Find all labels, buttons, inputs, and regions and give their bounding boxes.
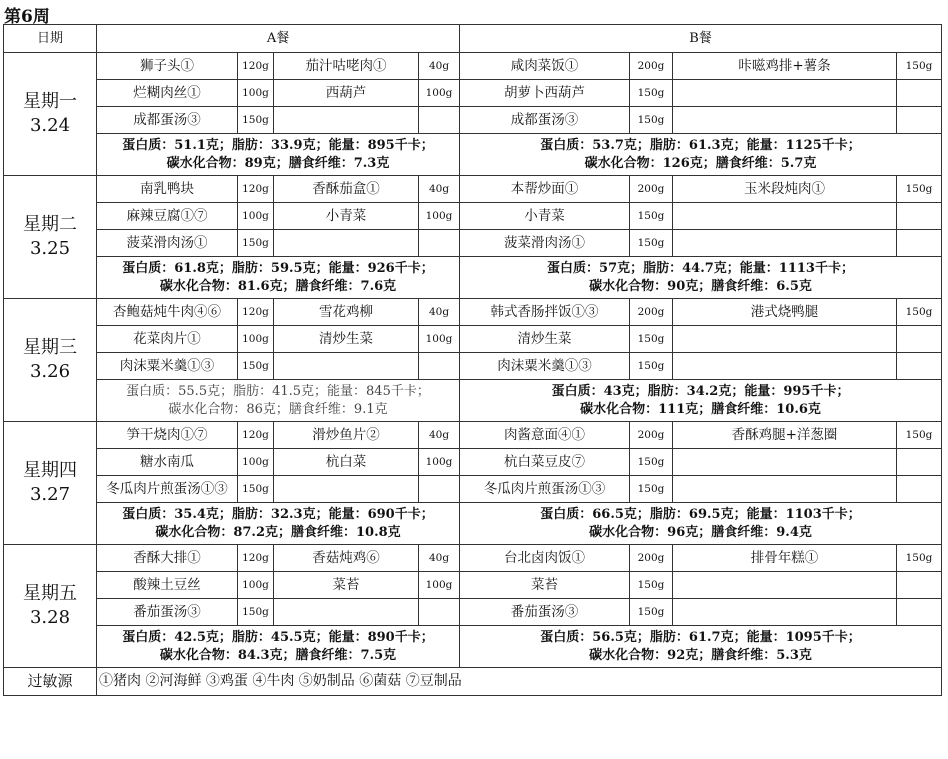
b-dish-main: 菜苔 [460,572,630,599]
nutrition-row [4,257,942,299]
weekday-label: 星期三 [23,337,77,358]
b-dish-side: 香酥鸡腿+洋葱圈 [673,422,897,449]
a-dish-weight: 120g [238,299,274,326]
plan-a-header: A餐 [97,25,460,53]
b-dish-main: 成都蛋汤③ [460,107,630,134]
b-dish-side-weight [897,476,942,503]
a-dish-main: 成都蛋汤③ [97,107,238,134]
a-dish-side: 香菇炖鸡⑥ [274,545,419,572]
dish-row [4,107,942,134]
a-nutrition [97,134,460,176]
a-dish-side: 菜苔 [274,572,419,599]
b-dish-main: 清炒生菜 [460,326,630,353]
a-dish-side: 滑炒鱼片② [274,422,419,449]
a-dish-weight: 120g [238,422,274,449]
b-dish-main: 本帮炒面① [460,176,630,203]
week-title: 第6周 [4,7,50,27]
b-nutrition-line2: 碳水化合物：126克；膳食纤维：5.7克 [584,155,817,171]
b-dish-weight: 150g [630,203,673,230]
a-dish-side-weight: 40g [419,53,460,80]
day-cell [4,176,97,299]
a-dish-main: 杏鲍菇炖牛肉④⑥ [97,299,238,326]
a-dish-weight: 100g [238,449,274,476]
day-cell [4,545,97,668]
b-dish-weight: 150g [630,326,673,353]
a-dish-side-weight [419,476,460,503]
a-nutrition-line1: 蛋白质：55.5克；脂肪：41.5克；能量：845千卡； [126,383,430,399]
b-dish-side-weight [897,599,942,626]
b-dish-side-weight [897,80,942,107]
a-dish-main: 南乳鸭块 [97,176,238,203]
a-dish-main: 烂糊肉丝① [97,80,238,107]
dish-row [4,53,942,80]
date-label: 3.25 [29,238,71,259]
b-dish-side-weight: 150g [897,53,942,80]
a-dish-side-weight [419,353,460,380]
allergen-list: ①猪肉 ②河海鲜 ③鸡蛋 ④牛肉 ⑤奶制品 ⑥菌菇 ⑦豆制品 [97,668,942,696]
a-dish-main: 笋干烧肉①⑦ [97,422,238,449]
date-label: 3.26 [29,361,71,382]
b-dish-side-weight [897,572,942,599]
a-dish-side [274,353,419,380]
a-dish-side-weight [419,107,460,134]
a-dish-main: 香酥大排① [97,545,238,572]
b-dish-main: 韩式香肠拌饭①③ [460,299,630,326]
a-dish-weight: 150g [238,107,274,134]
a-dish-main: 番茄蛋汤③ [97,599,238,626]
b-dish-side: 港式烧鸭腿 [673,299,897,326]
date-label: 3.24 [29,115,71,136]
a-dish-weight: 150g [238,476,274,503]
b-nutrition [460,257,942,299]
a-dish-weight: 120g [238,176,274,203]
b-dish-weight: 150g [630,353,673,380]
day-cell [4,53,97,176]
b-dish-weight: 150g [630,449,673,476]
a-dish-weight: 150g [238,353,274,380]
a-dish-side [274,476,419,503]
a-nutrition-line1: 蛋白质：51.1克；脂肪：33.9克；能量：895千卡； [122,137,434,153]
date-label: 3.27 [29,484,71,505]
a-dish-weight: 100g [238,572,274,599]
b-dish-side [673,353,897,380]
a-dish-side-weight: 100g [419,572,460,599]
dish-row [4,230,942,257]
a-dish-side: 小青菜 [274,203,419,230]
b-dish-side-weight [897,203,942,230]
a-dish-side-weight [419,230,460,257]
b-nutrition-line2: 碳水化合物：96克；膳食纤维：9.4克 [589,524,812,540]
a-dish-side: 西葫芦 [274,80,419,107]
b-dish-main: 台北卤肉饭① [460,545,630,572]
a-nutrition [97,380,460,422]
b-dish-side [673,80,897,107]
nutrition-row [4,380,942,422]
b-nutrition-line1: 蛋白质：56.5克；脂肪：61.7克；能量：1095千卡； [540,629,861,645]
dish-row [4,545,942,572]
a-dish-main: 肉沫粟米羹①③ [97,353,238,380]
b-dish-main: 胡萝卜西葫芦 [460,80,630,107]
a-dish-side-weight: 40g [419,422,460,449]
a-dish-main: 麻辣豆腐①⑦ [97,203,238,230]
a-dish-weight: 150g [238,230,274,257]
b-dish-weight: 200g [630,53,673,80]
b-dish-side [673,230,897,257]
a-dish-weight: 150g [238,599,274,626]
a-dish-main: 糖水南瓜 [97,449,238,476]
dish-row [4,572,942,599]
a-nutrition-line1: 蛋白质：42.5克；脂肪：45.5克；能量：890千卡； [122,629,434,645]
a-nutrition-line1: 蛋白质：61.8克；脂肪：59.5克；能量：926千卡； [122,260,434,276]
a-nutrition [97,626,460,668]
nutrition-row [4,503,942,545]
b-dish-side [673,572,897,599]
plan-b-header: B餐 [460,25,942,53]
b-dish-side-weight [897,353,942,380]
nutrition-row [4,626,942,668]
date-header: 日期 [4,25,97,53]
b-dish-side-weight: 150g [897,176,942,203]
b-dish-main: 冬瓜肉片煎蛋汤①③ [460,476,630,503]
weekday-label: 星期五 [23,583,77,604]
b-dish-weight: 150g [630,599,673,626]
b-dish-side [673,203,897,230]
b-dish-weight: 150g [630,230,673,257]
b-dish-side-weight [897,230,942,257]
a-dish-main: 菠菜滑肉汤① [97,230,238,257]
a-dish-side [274,230,419,257]
b-dish-main: 肉沫粟米羹①③ [460,353,630,380]
b-nutrition-line1: 蛋白质：57克；脂肪：44.7克；能量：1113千卡； [547,260,854,276]
dish-row [4,422,942,449]
a-dish-main: 狮子头① [97,53,238,80]
allergen-label: 过敏源 [4,668,97,696]
b-dish-weight: 150g [630,572,673,599]
b-dish-main: 肉酱意面④① [460,422,630,449]
a-dish-weight: 100g [238,326,274,353]
b-dish-weight: 150g [630,107,673,134]
a-nutrition [97,257,460,299]
a-dish-weight: 100g [238,80,274,107]
a-dish-side [274,107,419,134]
weekday-label: 星期二 [23,214,77,235]
dish-row [4,599,942,626]
b-nutrition-line2: 碳水化合物：90克；膳食纤维：6.5克 [589,278,812,294]
b-dish-weight: 150g [630,476,673,503]
date-label: 3.28 [29,607,71,628]
b-nutrition-line1: 蛋白质：66.5克；脂肪：69.5克；能量：1103千卡； [540,506,861,522]
a-dish-side-weight: 100g [419,203,460,230]
a-dish-main: 酸辣土豆丝 [97,572,238,599]
dish-row [4,476,942,503]
a-nutrition-line2: 碳水化合物：86克；膳食纤维：9.1克 [168,401,388,417]
dish-row [4,80,942,107]
a-dish-weight: 100g [238,203,274,230]
a-dish-main: 花菜肉片① [97,326,238,353]
b-dish-main: 番茄蛋汤③ [460,599,630,626]
b-dish-weight: 200g [630,299,673,326]
a-dish-side [274,599,419,626]
a-dish-side-weight [419,599,460,626]
a-dish-side: 清炒生菜 [274,326,419,353]
b-dish-side-weight: 150g [897,545,942,572]
header-row [4,25,942,53]
a-nutrition [97,503,460,545]
day-cell [4,299,97,422]
b-dish-side [673,476,897,503]
dish-row [4,299,942,326]
a-dish-side: 茄汁咕咾肉① [274,53,419,80]
a-dish-side-weight: 100g [419,80,460,107]
a-dish-side: 杭白菜 [274,449,419,476]
nutrition-row [4,134,942,176]
dish-row [4,449,942,476]
a-nutrition-line2: 碳水化合物：89克；膳食纤维：7.3克 [166,155,390,171]
b-dish-side-weight [897,449,942,476]
b-dish-side [673,599,897,626]
b-nutrition [460,626,942,668]
weekday-label: 星期一 [23,91,77,112]
b-dish-main: 小青菜 [460,203,630,230]
b-dish-main: 菠菜滑肉汤① [460,230,630,257]
a-dish-side-weight: 40g [419,545,460,572]
a-dish-side: 雪花鸡柳 [274,299,419,326]
menu-table [3,24,942,696]
dish-row [4,203,942,230]
b-dish-weight: 200g [630,545,673,572]
b-dish-side-weight [897,107,942,134]
dish-row [4,176,942,203]
b-nutrition [460,503,942,545]
a-dish-main: 冬瓜肉片煎蛋汤①③ [97,476,238,503]
a-nutrition-line2: 碳水化合物：84.3克；膳食纤维：7.5克 [159,647,397,663]
a-dish-side: 香酥茄盒① [274,176,419,203]
b-dish-main: 咸肉菜饭① [460,53,630,80]
a-nutrition-line2: 碳水化合物：81.6克；膳食纤维：7.6克 [159,278,397,294]
b-nutrition-line2: 碳水化合物：111克；膳食纤维：10.6克 [580,401,821,417]
a-nutrition-line1: 蛋白质：35.4克；脂肪：32.3克；能量：690千卡； [122,506,434,522]
b-dish-side-weight: 150g [897,422,942,449]
weekday-label: 星期四 [23,460,77,481]
b-nutrition [460,134,942,176]
b-dish-weight: 200g [630,422,673,449]
a-dish-weight: 120g [238,53,274,80]
a-dish-side-weight: 40g [419,299,460,326]
day-cell [4,422,97,545]
b-dish-main: 杭白菜豆皮⑦ [460,449,630,476]
b-nutrition-line1: 蛋白质：53.7克；脂肪：61.3克；能量：1125千卡； [540,137,861,153]
b-dish-side [673,449,897,476]
a-dish-side-weight: 40g [419,176,460,203]
a-nutrition-line2: 碳水化合物：87.2克；膳食纤维：10.8克 [155,524,401,540]
b-dish-side-weight: 150g [897,299,942,326]
dish-row [4,353,942,380]
b-dish-side: 玉米段炖肉① [673,176,897,203]
b-dish-side-weight [897,326,942,353]
b-nutrition-line2: 碳水化合物：92克；膳食纤维：5.3克 [589,647,812,663]
dish-row [4,326,942,353]
a-dish-side-weight: 100g [419,449,460,476]
a-dish-weight: 120g [238,545,274,572]
b-dish-side: 咔嗞鸡排+薯条 [673,53,897,80]
b-nutrition-line1: 蛋白质：43克；脂肪：34.2克；能量：995千卡； [551,383,850,399]
b-dish-side [673,107,897,134]
allergy-row [4,668,942,696]
b-nutrition [460,380,942,422]
b-dish-weight: 200g [630,176,673,203]
b-dish-side [673,326,897,353]
a-dish-side-weight: 100g [419,326,460,353]
b-dish-weight: 150g [630,80,673,107]
b-dish-side: 排骨年糕① [673,545,897,572]
